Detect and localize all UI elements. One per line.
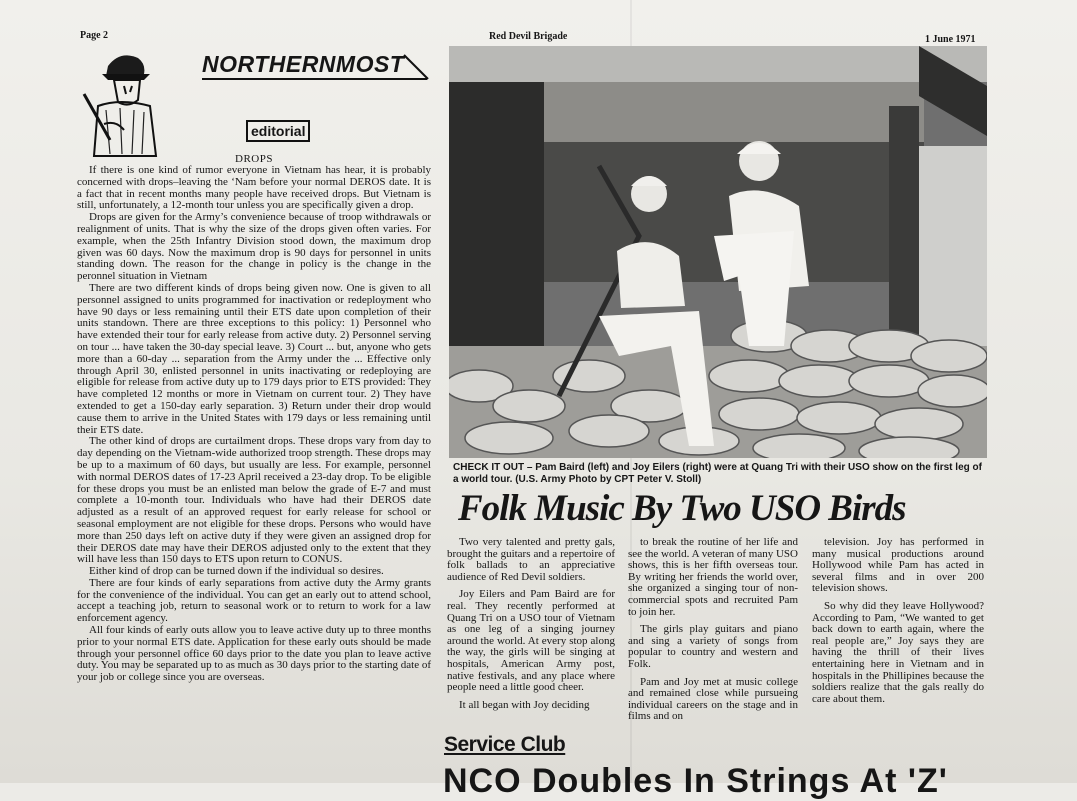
paragraph: There are four kinds of early separations from active duty the Army grants for the convenience of the individual. You can get an early out to attend school, accept a teaching job, return to seasonal work or to return to work for a law enforcement agency. xyxy=(77,576,431,625)
paragraph: television. Joy has performed in many musical productions around Hollywood while Pam has acted in several films and in over 200 television shows. xyxy=(812,536,984,595)
paragraph: Drops are given for the Army’s convenience because of troop withdrawals or realignment of units. That is why the size of the drops given often varies. For example, when the 25th Infantry Division stood down, the maximum drop given was 60 days. Now the maximum drop is 90 days for personnel in units standing down. The reason for the change in policy is the change in the peronnel situation in Vietnam xyxy=(77,211,431,283)
editorial-body xyxy=(77,165,431,684)
feature-column-3 xyxy=(812,537,984,711)
feature-column-1 xyxy=(447,537,615,717)
paragraph: Pam and Joy met at music college and remained close while pursueing individual careers on the stage and in films and on xyxy=(628,675,798,723)
next-headline: NCO Doubles In Strings At 'Z' xyxy=(443,762,948,800)
paragraph: It all began with Joy deciding xyxy=(459,698,590,711)
paragraph: All four kinds of early outs allow you to leave active duty up to three months prior to your normal ETS date. Application for these early outs should be made through your personnel office 60 days prior to the date you plan to leave active duty. You may be separated up to as much as 30 days prior to the starting date of your job or college since you are overseas. xyxy=(77,624,431,684)
issue-date: 1 June 1971 xyxy=(925,34,976,45)
paragraph: Either kind of drop can be turned down if the individual so desires. xyxy=(89,565,384,578)
paragraph: Joy Eilers and Pam Baird are for real. They recently performed at Quang Tri on a USO tour of Vietnam as one leg of a singing journey around the world. At every stop along the way, the girls will be singing at hospitals, American Army post, native festivals, and any place where people need a little good cheer. xyxy=(447,588,615,694)
paragraph: So why did they leave Hollywood? According to Pam, “We wanted to get back down to earth again, where the real people are,” Joy says they are having the thrill of their lives entertaining here in Vietnam and in hospitals in the Phillipines because the soldiers realize that the gals really do care about them. xyxy=(812,599,984,705)
editorial-label: editorial xyxy=(246,120,310,142)
paragraph: The other kind of drops are curtailment drops. These drops vary from day to day depending on the Vietnam-wide authorized troop strength. These drops may be up to a maximum of 60 days, but usually are less. For example, personnel with normal DEROS dates of 17-23 April received a 23-day drop. To be eligible for these drops you must be an enlisted man below the grade of E-7 and must complete a 10-month tour. Individuals who have had their DEROS date adjusted as a result of an approved request for early release for school or seasonal employment are not eligible for these drops. Persons who would have more than 250 days left on active duty if they were given an assigned drop for their DEROS date may have their DEROS adjusted only to the extent that they will have less than 150 days to ETS upon return to CONUS. xyxy=(77,435,431,566)
paper-name: Red Devil Brigade xyxy=(489,31,568,42)
photo-caption: CHECK IT OUT – Pam Baird (left) and Joy Eilers (right) were at Quang Tri with their USO show on the first leg of a world tour. (U.S. Army Photo by CPT Peter V. Stoll) xyxy=(453,462,982,485)
uso-photo xyxy=(449,46,987,458)
soldier-illustration xyxy=(80,44,160,159)
page-number: Page 2 xyxy=(80,30,109,41)
editorial-heading: DROPS xyxy=(235,153,273,165)
paragraph: There are two different kinds of drops being given now. One is given to all personnel assigned to units programmed for inactivation or redeployment who have 90 days or less remaining until their ETS date upon completion of their units standown. There are three exceptions to this policy: 1) Personnel who have extended their tour for early release from active duty. 2) Personnel serving on tour ... have taken the 30-day special leave. 3) Court ... but, anyone who gets more than a 60-day ... separation from the Army under the ... Effective only through April 30, enlisted personnel in units inactivating or redeploying are eligible for release from active duty up to 179 days prior to ETS provided: They have completed 12 months or more in Vietnam on current tour. 2) They have extended to get a 150-day early separation. 3) Return under their drop would cause them to arrive in the United States with 179 days or less remaining until their ETS date. xyxy=(77,281,431,436)
paragraph: Two very talented and pretty gals, brought the guitars and a repertoire of folk ballads to an appreciative audience of Red Devil soldiers. xyxy=(447,536,615,583)
service-club-heading: Service Club xyxy=(444,733,566,756)
paragraph: The girls play guitars and piano and sing a variety of songs from popular to country and western and Folk. xyxy=(628,623,798,670)
feature-column-2 xyxy=(628,537,798,729)
paragraph: to break the routine of her life and see the world. A veteran of many USO shows, this is her fifth overseas tour. By writing her friends the world over, she organized a singing tour of non-commercial spots and recruited Pam to join her. xyxy=(628,536,798,618)
paragraph: If there is one kind of rumor everyone in Vietnam has hear, it is probably concerned with drops–leaving the ‘Nam before your normal DEROS date. It is a fact that in recent months many people have received drops. But Vietnam is still, unfortunately, a 12-month tour unless you are specifically given a drop. xyxy=(77,164,431,212)
feature-headline: Folk Music By Two USO Birds xyxy=(458,488,906,529)
column-title: NORTHERNMOST xyxy=(202,51,427,81)
